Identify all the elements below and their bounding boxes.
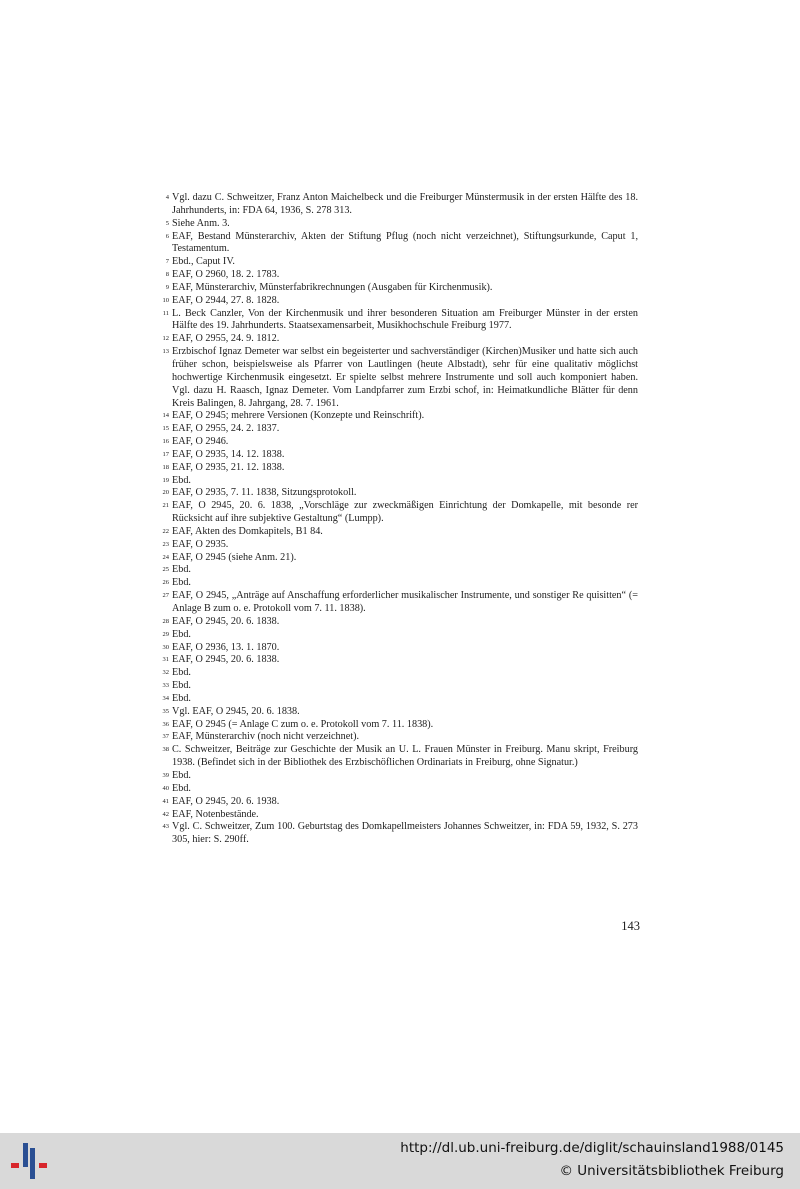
footnote (160, 192, 638, 218)
footnote-text: EAF, O 2936, 13. 1. 1870. (172, 641, 280, 653)
footnote-text: Vgl. EAF, O 2945, 20. 6. 1838. (172, 705, 300, 717)
footnote-number: 17 (162, 450, 169, 458)
footnote (160, 590, 638, 616)
footnote-text: EAF, O 2944, 27. 8. 1828. (172, 294, 280, 306)
ub-freiburg-logo-icon (10, 1139, 54, 1183)
footnote-text: EAF, Münsterarchiv, Münsterfabrikrechnungen (Ausgaben für Kirchenmusik). (172, 281, 493, 293)
footnote-text: Ebd. (172, 474, 191, 486)
footnote-text: Vgl. C. Schweitzer, Zum 100. Geburtstag des Domkapellmeisters Johannes Schweitzer, in: FDA 59, 1932, S. 273 305, hier: S. 290ff. (172, 821, 638, 846)
footnote-number: 22 (162, 527, 169, 535)
footnote (160, 423, 638, 436)
footnote-number: 42 (162, 810, 169, 818)
footnote (160, 475, 638, 488)
footnote-text: Ebd. (172, 667, 191, 679)
footnote-text: EAF, O 2945 (= Anlage C zum o. e. Protokoll vom 7. 11. 1838). (172, 718, 434, 730)
footnote-number: 28 (162, 617, 169, 625)
footnote (160, 526, 638, 539)
footnote (160, 667, 638, 680)
footnote-text: Siehe Anm. 3. (172, 217, 230, 229)
footnote-number: 30 (162, 643, 169, 651)
footnote-number: 34 (162, 694, 169, 702)
footnote-text: Ebd. (172, 628, 191, 640)
footnote-number: 21 (162, 502, 169, 510)
footnote (160, 308, 638, 334)
footnote (160, 539, 638, 552)
footnote (160, 809, 638, 822)
footnote (160, 500, 638, 526)
footnote-number: 37 (162, 733, 169, 741)
footnote-text: EAF, O 2935, 7. 11. 1838, Sitzungsprotokoll. (172, 487, 357, 499)
footnote-number: 10 (162, 296, 169, 304)
footnote (160, 654, 638, 667)
footnote-number: 40 (162, 784, 169, 792)
footnote-text: C. Schweitzer, Beiträge zur Geschichte der Musik an U. L. Frauen Münster in Freiburg. Manu skript, Freiburg 1938. (Befindet sich in der Bibliothek des Erzbischöflichen Ordinariats in Freiburg, ohne Signatur.) (172, 744, 638, 769)
footnote (160, 564, 638, 577)
footnote-text: Ebd. (172, 577, 191, 589)
footnote-number: 25 (162, 566, 169, 574)
footnote-text: Erzbischof Ignaz Demeter war selbst ein begeisterter und sachverständiger (Kirchen)Musiker und hatte sich auch früher schon, beispielsweise als Pfarrer von Lautlingen (heute Albstadt), sehr für eine qualitativ möglichst hochwertige Kirchenmusik eingesetzt. Er spielte selbst mehrere Instrumente und soll auch komponiert haben. Vgl. dazu H. Raasch, Ignaz Demeter. Vom Landpfarrer zum Erzbi schof, in: Heimatkundliche Blätter für denn Kreis Balingen, 8. Jahrgang, 28. 7. 1961. (172, 346, 638, 409)
footnote-text: EAF, Notenbestände. (172, 808, 259, 820)
footnote-number: 43 (162, 823, 169, 831)
footnote-number: 18 (162, 463, 169, 471)
footnote-number: 19 (162, 476, 169, 484)
footnote-text: L. Beck Canzler, Von der Kirchenmusik und ihrer besonderen Situation am Freiburger Münster in der ersten Hälfte des 19. Jahrhunderts. Staatsexamensarbeit, Musikhochschule Freiburg 1977. (172, 307, 638, 332)
footnote-text: Ebd. (172, 680, 191, 692)
footnote-text: EAF, O 2935, 14. 12. 1838. (172, 448, 285, 460)
footnote (160, 719, 638, 732)
footnote (160, 346, 638, 410)
footnote-number: 32 (162, 669, 169, 677)
footnote-number: 11 (162, 309, 169, 317)
footnote (160, 821, 638, 847)
footnote-text: EAF, O 2945, „Anträge auf Anschaffung erforderlicher musikalischer Instrumente, und sonstiger Re quisitten“ (= Anlage B zum o. e. Protokoll vom 7. 11. 1838). (172, 590, 638, 614)
footnote-number: 31 (162, 656, 169, 664)
footnote (160, 552, 638, 565)
permalink-url[interactable]: http://dl.ub.uni-freiburg.de/diglit/schauinsland1988/0145 (400, 1140, 784, 1156)
footnote (160, 680, 638, 693)
footnote-text: EAF, Münsterarchiv (noch nicht verzeichnet). (172, 731, 360, 743)
footnote-text: Ebd. (172, 769, 191, 781)
footnote-number: 23 (162, 540, 169, 548)
footnote (160, 449, 638, 462)
footnote-text: Ebd., Caput IV. (172, 256, 235, 268)
footnote-number: 4 (165, 194, 169, 201)
footnote (160, 744, 638, 770)
footnote-number: 39 (162, 771, 169, 779)
footnote (160, 256, 638, 269)
footnote (160, 642, 638, 655)
footnote (160, 269, 638, 282)
footnote (160, 410, 638, 423)
copyright-notice: © Universitätsbibliothek Freiburg (559, 1163, 784, 1179)
footnote (160, 629, 638, 642)
footnote-text: EAF, O 2955, 24. 9. 1812. (172, 333, 280, 345)
footnote-number: 36 (162, 720, 169, 728)
footnote-text: EAF, O 2960, 18. 2. 1783. (172, 269, 280, 281)
footnote (160, 706, 638, 719)
footnote-text: Ebd. (172, 692, 191, 704)
footnote (160, 487, 638, 500)
footnote-number: 20 (162, 489, 169, 497)
footnote-number: 26 (162, 579, 169, 587)
page-number: 143 (621, 919, 640, 933)
footnote-number: 33 (162, 682, 169, 690)
footnote-text: EAF, O 2935, 21. 12. 1838. (172, 461, 285, 473)
footnote (160, 796, 638, 809)
footnote-number: 7 (165, 258, 169, 266)
footnote-number: 15 (162, 425, 169, 433)
footnote-number: 38 (162, 746, 169, 754)
footnote-text: Vgl. dazu C. Schweitzer, Franz Anton Maichelbeck und die Freiburger Münstermusik in der ersten Hälfte des 18. Jahrhunderts, in: FDA 64, 1936, S. 278 313. (172, 192, 638, 216)
footnote-number: 29 (162, 630, 169, 638)
footnote (160, 616, 638, 629)
footnote-text: EAF, O 2945, 20. 6. 1938. (172, 795, 280, 807)
footnote-number: 12 (162, 335, 169, 343)
footnote (160, 770, 638, 783)
footnote-text: EAF, O 2945, 20. 6. 1838. (172, 654, 280, 666)
footnote-number: 41 (162, 797, 169, 805)
footnote (160, 231, 638, 257)
footnote (160, 577, 638, 590)
footnote-text: Ebd. (172, 564, 191, 576)
footnote-number: 16 (162, 438, 169, 446)
footnote (160, 783, 638, 796)
footnote-number: 27 (162, 592, 169, 600)
footnote (160, 282, 638, 295)
footnote-text: Ebd. (172, 782, 191, 794)
footnote-text: EAF, Akten des Domkapitels, B1 84. (172, 525, 323, 537)
footnote-text: EAF, Bestand Münsterarchiv, Akten der Stiftung Pflug (noch nicht verzeichnet), Stiftungsurkunde, Caput 1, Testamentum. (172, 230, 638, 255)
footnote-number: 14 (162, 412, 169, 420)
footnote-number: 35 (162, 707, 169, 715)
footnote (160, 436, 638, 449)
footnote-text: EAF, O 2955, 24. 2. 1837. (172, 423, 280, 435)
footnote-text: EAF, O 2946. (172, 436, 229, 448)
footnote-number: 9 (165, 283, 169, 291)
footer-bar (0, 1133, 800, 1189)
footnote-text: EAF, O 2945; mehrere Versionen (Konzepte und Reinschrift). (172, 410, 425, 422)
footnote-number: 8 (165, 271, 169, 279)
footnote-text: EAF, O 2945, 20. 6. 1838, „Vorschläge zur zweckmäßigen Einrichtung der Domkapelle, mit besonde rer Rücksicht auf ihre subjektive Gestaltung“ (Lumpp). (172, 500, 638, 525)
footnote-text: EAF, O 2945, 20. 6. 1838. (172, 615, 280, 627)
footnote-number: 13 (162, 348, 169, 356)
footnotes-list (160, 192, 638, 847)
footnote-text: EAF, O 2945 (siehe Anm. 21). (172, 551, 297, 563)
footnote (160, 218, 638, 231)
footnote-number: 24 (162, 553, 169, 561)
footnote-text: EAF, O 2935. (172, 538, 229, 550)
footnote (160, 333, 638, 346)
footnote (160, 693, 638, 706)
footnote-number: 6 (165, 232, 169, 240)
footnote (160, 731, 638, 744)
footnote (160, 295, 638, 308)
footnote-number: 5 (165, 219, 169, 227)
footnote (160, 462, 638, 475)
